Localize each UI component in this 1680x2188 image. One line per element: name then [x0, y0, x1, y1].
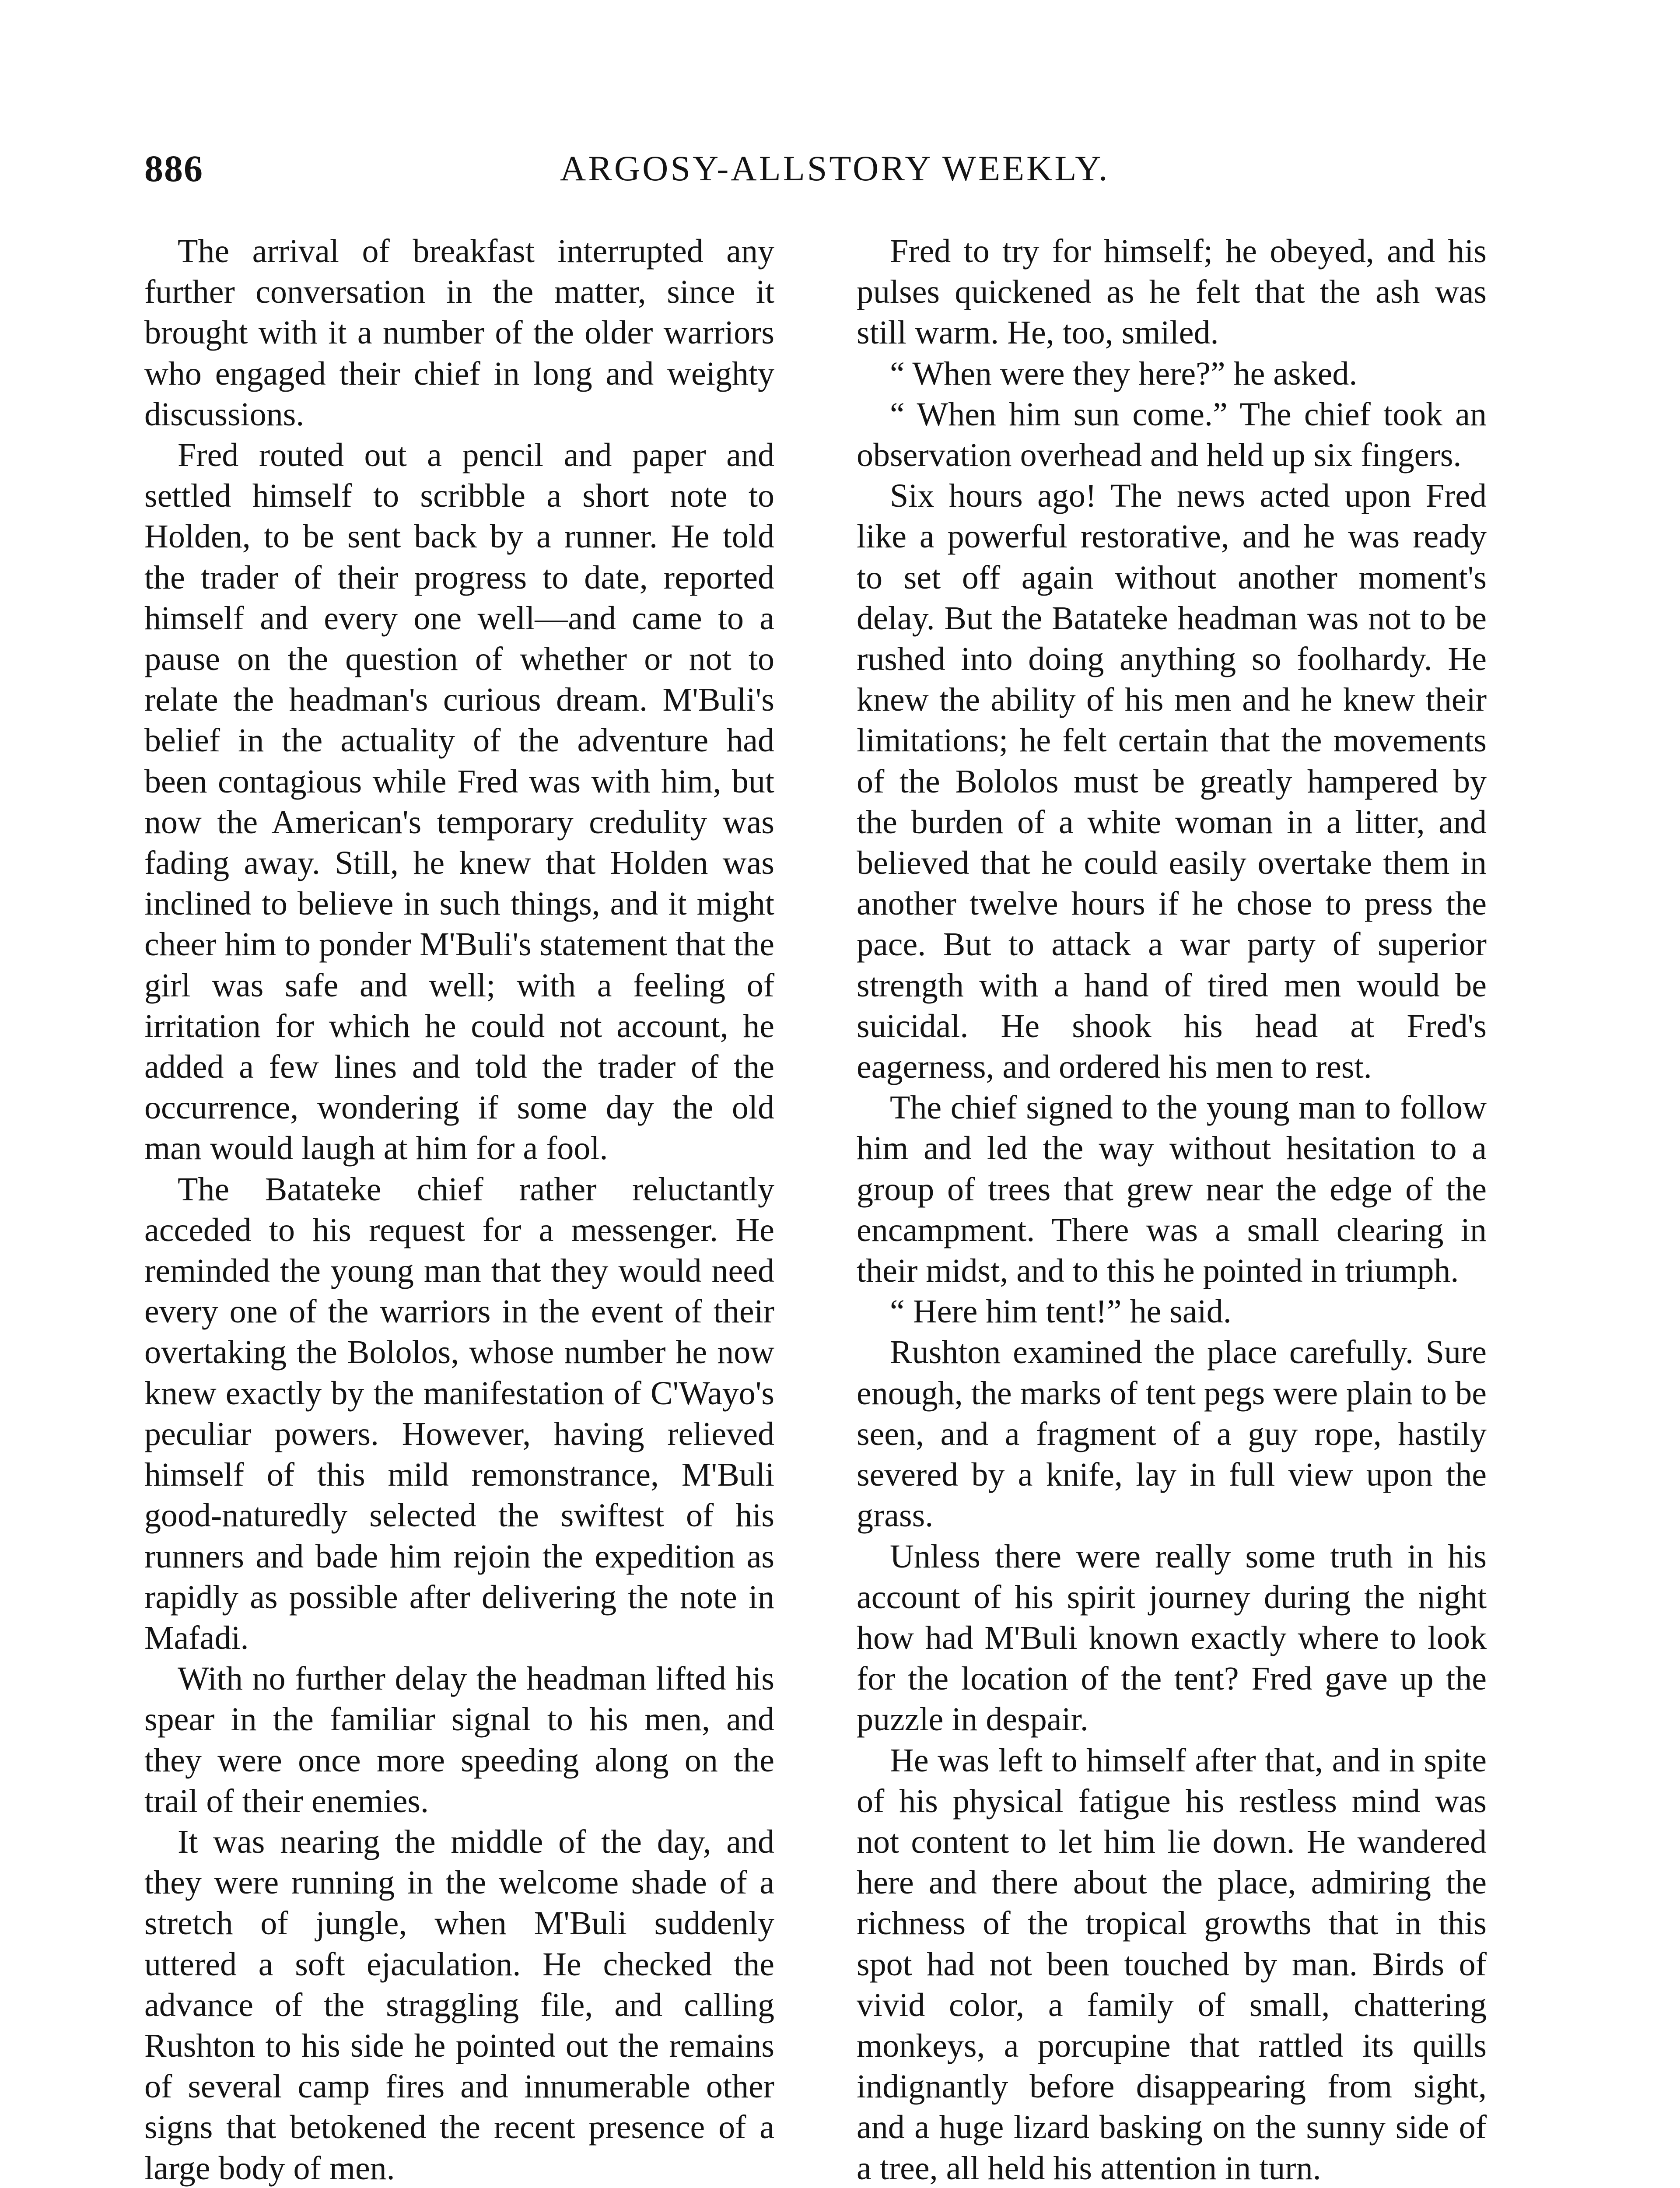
running-head: ARGOSY-ALLSTORY WEEKLY.	[560, 148, 1110, 188]
page-header	[144, 144, 1536, 197]
paragraph: Six hours ago! The news acted upon Fred like a powerful restorative, and he was ready to set off again without another moment's delay. But the Batateke headman was not to be rushed into doing anything so foolhardy. He knew the ability of his men and he knew their limitations; he felt certain that the movements of the Bololos must be greatly hampered by the burden of a white woman in a litter, and believed that he could easily overtake them in another twelve hours if he chose to press the pace. But to attack a war party of superior strength with a hand of tired men would be suicidal. He shook his head at Fred's eagerness, and ordered his men to rest.	[857, 477, 1487, 1086]
left-column	[144, 231, 774, 2188]
paragraph: It was nearing the middle of the day, and they were running in the welcome shade of a stretch of jungle, when M'Buli suddenly uttered a soft ejaculation. He checked the advance of the straggling file, and calling Rushton to his side he pointed out the remains of several camp fires and innumerable other signs that betokened the recent presence of a large body of men.	[144, 1823, 774, 2187]
paragraph: “ Here him tent!” he said.	[890, 1293, 1232, 1330]
paragraph: Rushton examined the place carefully. Sure enough, the marks of tent pegs were plain to be seen, and a fragment of a guy rope, hastily severed by a knife, lay in full view upon the grass.	[857, 1334, 1487, 1534]
right-column	[857, 231, 1487, 2188]
paragraph: The arrival of breakfast interrupted any further conversation in the matter, since it brought with it a number of the older warriors who engaged their chief in long and weighty discussions.	[144, 233, 774, 433]
paragraph: “ When were they here?” he asked.	[890, 355, 1358, 392]
page-number: 886	[144, 147, 203, 189]
paragraph: He was left to himself after that, and in spite of his physical fatigue his restless mind was not content to let him lie down. He wandered here and there about the place, admiring the richness of the tropical growths that in this spot had not been touched by man. Birds of vivid color, a family of small, chattering monkeys, a porcupine that rattled its quills indignantly before disappearing from sight, and a huge lizard basking on the sunny side of a tree, all held his attention in turn.	[857, 1742, 1487, 2187]
paragraph: With no further delay the headman lifted his spear in the familiar signal to his men, and they were once more speeding along on the trail of their enemies.	[144, 1660, 774, 1820]
paragraph: Fred routed out a pencil and paper and settled himself to scribble a short note to Holden, to be sent back by a runner. He told the trader of their progress to date, reported himself and every one well—and came to a pause on the question of whether or not to relate the headman's curious dream. M'Buli's belief in the actuality of the adventure had been contagious while Fred was with him, but now the American's temporary credulity was fading away. Still, he knew that Holden was inclined to believe in such things, and it might cheer him to ponder M'Buli's statement that the girl was safe and well; with a feeling of irritation for which he could not account, he added a few lines and told the trader of the occurrence, wondering if some day the old man would laugh at him for a fool.	[144, 437, 774, 1167]
paragraph: The Batateke chief rather reluctantly acceded to his request for a messenger. He reminded the young man that they would need every one of the warriors in the event of their overtaking the Bololos, whose number he now knew exactly by the manifestation of C'Wayo's peculiar powers. However, having relieved himself of this mild remonstrance, M'Buli good-naturedly selected the swiftest of his runners and bade him rejoin the expedition as rapidly as possible after delivering the note in Mafadi.	[144, 1171, 774, 1656]
paragraph: The chief signed to the young man to follow him and led the way without hesitation to a group of trees that grew near the edge of the encampment. There was a small clearing in their midst, and to this he pointed in triumph.	[857, 1089, 1487, 1290]
paragraph: “ When him sun come.” The chief took an observation overhead and held up six fingers.	[857, 396, 1487, 474]
paragraph: Unless there were really some truth in his account of his spirit journey during the night how had M'Buli known exactly where to look for the location of the tent? Fred gave up the puzzle in despair.	[857, 1538, 1487, 1738]
paragraph: Fred to try for himself; he obeyed, and his pulses quickened as he felt that the ash was still warm. He, too, smiled.	[857, 233, 1487, 351]
